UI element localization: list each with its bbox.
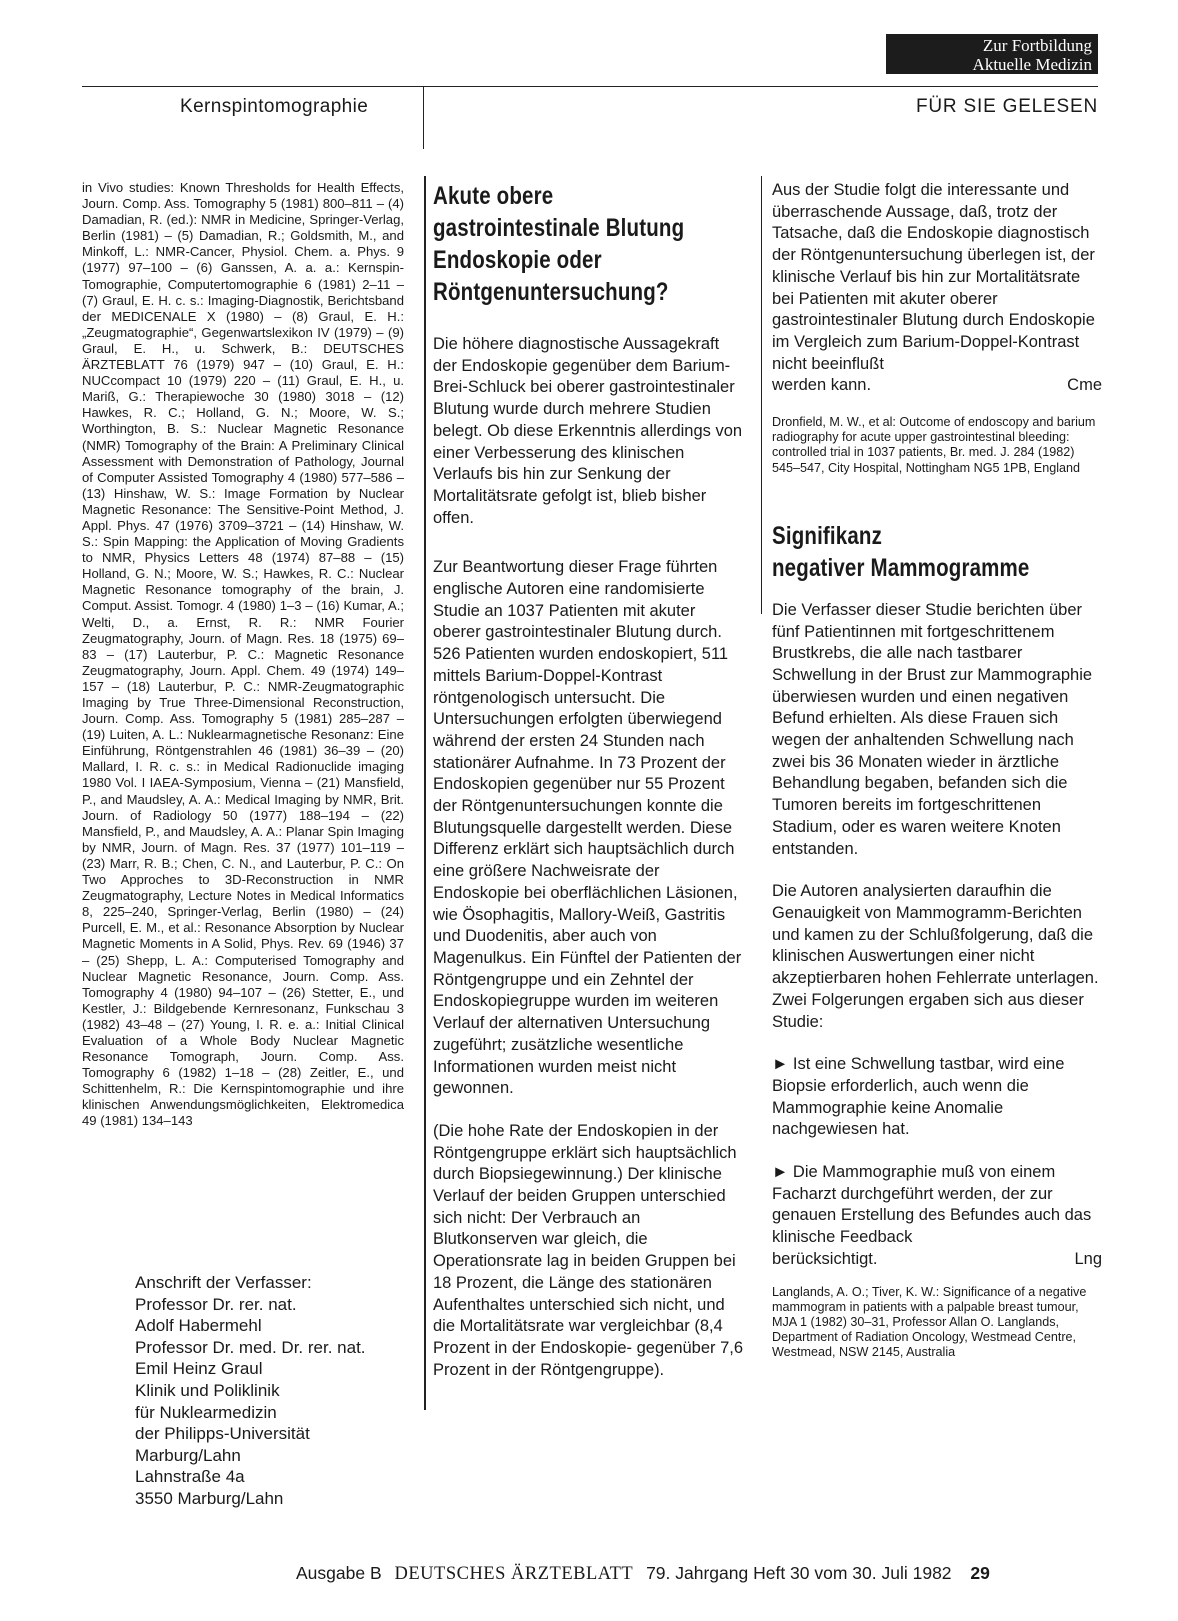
address-line: Klinik und Poliklinik: [135, 1380, 280, 1400]
address-line: der Philipps-Universität: [135, 1424, 310, 1444]
article-1: [433, 180, 746, 1381]
address-line: 3550 Marburg/Lahn: [135, 1488, 284, 1508]
article-1-paragraph: Die höhere diagnostische Aussagekraft der Endoskopie gegenüber dem Barium-Brei-Schluck bei oberer gastrointestinaler Blutung wurde durch mehrere Studien belegt. Ob diese Erkenntnis allerdings von einer Verbesserung des klinischen Verlaufs bis hin zur Senkung der Mortalitätsrate gefolgt ist, blieb bisher offen.: [433, 335, 743, 527]
article-1-paragraph: Zur Beantwortung dieser Frage führten englische Autoren eine randomisierte Studie an 1037 Patienten mit akuter oberer gastrointestinaler Blutung durch. 526 Patienten wurden endoskopiert, 511 mittels Barium-Doppel-Kontrast röntgenologisch untersucht. Die Untersuchungen erfolgten überwiegend während der ersten 24 Stunden nach stationärer Aufnahme. In 73 Prozent der Endoskopien gegenüber nur 55 Prozent der Röntgenuntersuchungen konnte die Blutungsquelle dargestellt werden. Diese Differenz erklärt sich hauptsächlich durch eine größere Nachweisrate der Endoskopie bei oberflächlichen Läsionen, wie Ösophagitis, Mallory-Weiß, Gastritis und Duodenitis, aber auch von Magenulkus. Ein Fünftel der Patienten der Röntgengruppe und ein Zehntel der Endoskopiegruppe wurden im weiteren Verlauf der alternativen Untersuchung zugeführt; zusätzliche wesentliche Informationen wurden meist nicht gewonnen.: [433, 558, 742, 1098]
address-line: Lahnstraße 4a: [135, 1467, 245, 1487]
address-line: Adolf Habermehl: [135, 1316, 262, 1336]
bullet-text: Ist eine Schwellung tastbar, wird eine Biopsie erforderlich, auch wenn die Mammographie keine Anomalie nachgewiesen hat.: [772, 1055, 1065, 1139]
bullet-text: Die Mammographie muß von einem Facharzt durchgeführt werden, der zur genauen Erstellung des Befundes auch das klinische Feedback: [772, 1163, 1092, 1247]
bullet-item: [772, 1162, 1102, 1249]
article-2-paragraph: Die Autoren analysierten daraufhin die Genauigkeit von Mammogramm-Berichten und kamen zu der Schlußfolgerung, daß die klinischen Auswertungen einer nicht akzeptierbaren hohen Fehlerrate unterlagen. Zwei Folgerungen ergaben sich aus dieser Studie:: [772, 882, 1099, 1031]
closing-text: werden kann.: [772, 376, 872, 395]
article-1-reference: Dronfield, M. W., et al: Outcome of endoscopy and barium radiography for acute upper gastrointestinal bleeding: controlled trial in 1037 patients, Br. med. J. 284 (1982) 545–547, City Hospital, Nottingham NG5 1PB, England: [772, 415, 1096, 475]
title-line: Endoskopie oder: [433, 246, 602, 274]
closing-text: berücksichtigt.: [772, 1249, 878, 1268]
article-1-paragraph: Aus der Studie folgt die interessante und überraschende Aussage, daß, trotz der Tatsache, daß die Endoskopie diagnostisch der Röntgenuntersuchung überlegen ist, der klinische Verlauf bis hin zur Mortalitätsrate bei Patienten mit akuter oberer gastrointestinaler Blutung durch Endoskopie im Vergleich zum Barium-Doppel-Kontrast nicht beeinflußt: [772, 181, 1095, 373]
title-line: negativer Mammogramme: [772, 553, 1030, 582]
author-address: [135, 1272, 435, 1510]
triangle-right-icon: ►: [772, 1055, 793, 1074]
author-signature: Lng: [1074, 1249, 1102, 1268]
section-title-right: FÜR SIE GELESEN: [916, 96, 1098, 117]
reference-text: in Vivo studies: Known Thresholds for Health Effects, Journ. Comp. Ass. Tomography 5 (1981) 800–811 – (4) Damadian, R. (ed.): NMR in Medicine, Springer-Verlag, Berlin (1981) – (5) Damadian, R.; Goldsmith, M., and Minkoff, L.: NMR-Cancer, Physiol. Chem. a. Phys. 9 (1977) 97–100 – (6) Ganssen, A. a. a.: Kernspin-Tomographie, Computertomographie 6 (1981) 2–11 – (7) Graul, E. H. c. s.: Imaging-Diagnostik, Berichtsband der MEDICENALE X (1980) – (8) Graul, E. H.: „Zeugmatographie“, Gegenwartslexikon IV (1979) – (9) Graul, E. H., u. Schwerk, B.: DEUTSCHES ÄRZTEBLATT 76 (1979) 947 – (10) Graul, E. H.: NUCcompact 10 (1979) 220 – (11) Graul, E. H., u. Mariß, G.: Therapiewoche 30 (1980) 3018 – (12) Hawkes, R. C.; Holland, G. N.; Moore, W. S.; Worthington, B. S.: Nuclear Magnetic Resonance (NMR) Tomography of the Brain: A Preliminary Clinical Assessment with Demonstration of Pathology, Journal of Computer Assisted Tomography 4 (1980) 577–586 – (13) Hinshaw, W. S.: Image Formation by Nuclear Magnetic Resonance: The Sensitive-Point Method, J. Appl. Phys. 47 (1976) 3709–3721 – (14) Hinshaw, W. S.: Spin Mapping: the Application of Moving Gradients to NMR, Physics Letters 48 (1974) 87–88 – (15) Holland, G. N.; Moore, W. S.; Hawkes, R. C.: Nuclear Magnetic Resonance tomography of the brain, J. Comput. Assist. Tomogr. 4 (1980) 1–3 – (16) Kumar, A.; Welti, D., a. Ernst, R. R.: NMR Fourier Zeugmatography, Journ. of Magn. Res. 18 (1975) 69–83 – (17) Lauterbur, P. C.: Magnetic Resonance Zeugmatography, Journ. Appl. Chem. 49 (1974) 149–157 – (18) Lauterbur, P. C.: NMR-Zeugmatographic Imaging by True Three-Dimensional Reconstruction, Journ. Comp. Ass. Tomography 5 (1981) 285–287 – (19) Luiten, A. L.: Nuklearmagnetische Resonanz: Eine Einführung, Röntgenstrahlen 46 (1981) 36–39 – (20) Mallard, I. R. c. s.: in Medical Radionuclide imaging 1980 Vol. I IAEA-Symposium, Vienna – (21) Mansfield, P., and Maudsley, A. A.: Medical Imaging by NMR, Brit. Journ. of Radiology 50 (1977) 188–194 – (22) Mansfield, P., and Maudsley, A. A.: Planar Spin Imaging by NMR, Journ. of Magn. Res. 37 (1977) 101–119 – (23) Marr, R. B.; Chen, C. N., and Lauterbur, P. C.: On Two Approches to 3D-Reconstruction in NMR Zeugmatography, Lecture Notes in Medical Informatics 8, 225–240, Springer-Verlag, Berlin (1980) – (24) Purcell, E. M., et al.: Resonance Absorption by Nuclear Magnetic Moments in A Solid, Phys. Rev. 69 (1946) 37 – (25) Shepp, L. A.: Computerised Tomography and Nuclear Magnetic Resonance, Journ. Comp. Ass. Tomography 4 (1980) 94–107 – (26) Stetter, E., und Kestler, J.: Bildgebende Kernresonanz, Funkschau 3 (1982) 43–48 – (27) Young, I. R. e. a.: Initial Clinical Evaluation of a Whole Body Nuclear Magnetic Resonance Tomograph, Journ. Comp. Ass. Tomography 6 (1982) 1–18 – (28) Zeitler, E., und Schittenhelm, R.: Die Kernspintomographie und ihre klinischen Anwendungsmöglichkeiten, Elektromedica 49 (1981) 134–143: [82, 180, 404, 1129]
title-line: Akute obere: [433, 182, 554, 210]
section-title-left: Kernspintomographie: [180, 96, 369, 117]
address-line: Marburg/Lahn: [135, 1445, 241, 1465]
address-line: Anschrift der Verfasser:: [135, 1273, 312, 1292]
section-badge: [886, 34, 1098, 74]
badge-line-1: Zur Fortbildung: [982, 36, 1092, 55]
reference-list: [82, 180, 404, 1130]
badge-line-2: Aktuelle Medizin: [972, 55, 1092, 74]
column-3: [772, 180, 1102, 1361]
author-signature: Cme: [1067, 376, 1102, 395]
column-divider-1: [424, 176, 426, 1410]
article-1-paragraph: (Die hohe Rate der Endoskopien in der Röntgengruppe erklärt sich hauptsächlich durch Biopsiegewinnung.) Der klinische Verlauf der beiden Gruppen unterschied sich nicht: Der Verbrauch an Blutkonserven war gleich, die Operationsrate lag in beiden Gruppen bei 18 Prozent, die Länge des stationären Aufenthaltes unterschied sich nicht, und die Mortalitätsrate war vergleichbar (8,4 Prozent in der Endoskopie- gegenüber 7,6 Prozent in der Röntgengruppe).: [433, 1121, 744, 1379]
article-1-title: [433, 180, 746, 308]
header-divider: [423, 87, 424, 149]
bullet-item: [772, 1054, 1102, 1141]
triangle-right-icon: ►: [772, 1163, 793, 1182]
article-2-title: [772, 520, 1102, 584]
title-line: Röntgenuntersuchung?: [433, 278, 669, 306]
address-line: Professor Dr. med. Dr. rer. nat.: [135, 1337, 366, 1357]
column-divider-2: [761, 176, 762, 614]
footer-edition: Ausgabe B: [296, 1563, 382, 1583]
footer-magazine: DEUTSCHES ÄRZTEBLATT: [394, 1564, 634, 1584]
address-line: für Nuklearmedizin: [135, 1402, 277, 1422]
footer-issue: 79. Jahrgang Heft 30 vom 30. Juli 1982: [646, 1563, 952, 1583]
article-2-reference: Langlands, A. O.; Tiver, K. W.: Significance of a negative mammogram in patients with a palpable breast tumour, MJA 1 (1982) 30–31, Professor Allan O. Langlands, Department of Radiation Oncology, Westmead Centre, Westmead, NSW 2145, Australia: [772, 1284, 1087, 1360]
article-2-closing: [772, 1249, 1102, 1271]
address-line: Emil Heinz Graul: [135, 1359, 263, 1379]
address-line: Professor Dr. rer. nat.: [135, 1294, 297, 1314]
page-footer: [296, 1563, 1098, 1593]
article-2-paragraph: Die Verfasser dieser Studie berichten über fünf Patientinnen mit fortgeschrittenem Brustkrebs, die alle nach tastbarer Schwellung in der Brust zur Mammographie überwiesen wurden und einen negativen Befund erhielten. Als diese Frauen sich wegen der anhaltenden Schwellung nach zwei bis 36 Monaten wieder in ärztliche Behandlung begaben, befanden sich die Tumoren bereits im fortgeschrittenen Stadium, oder es waren weitere Knoten entstanden.: [772, 600, 1093, 858]
title-line: Signifikanz: [772, 521, 883, 550]
header-rule: [82, 86, 1098, 87]
title-line: gastrointestinale Blutung: [433, 214, 685, 242]
page-number: 29: [970, 1563, 990, 1583]
article-1-closing: [772, 375, 1102, 397]
